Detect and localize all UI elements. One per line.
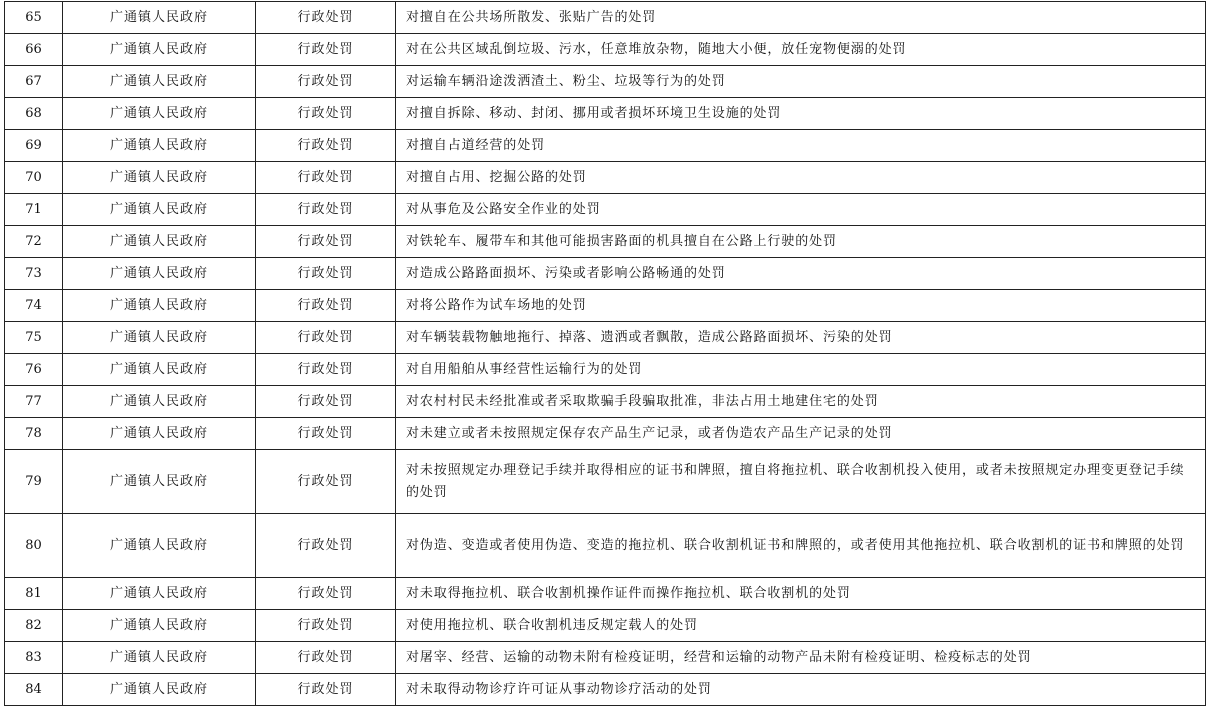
row-number: 75 [5, 322, 63, 354]
table-row [5, 194, 1206, 226]
item-name: 对擅自占用、挖掘公路的处罚 [396, 162, 1206, 194]
table-row [5, 98, 1206, 130]
item-name: 对擅自占道经营的处罚 [396, 130, 1206, 162]
table-row [5, 34, 1206, 66]
row-number: 84 [5, 674, 63, 706]
table-row [5, 610, 1206, 642]
power-type: 行政处罚 [256, 162, 396, 194]
table-row [5, 450, 1206, 514]
implementing-unit: 广通镇人民政府 [63, 34, 256, 66]
item-name: 对擅自拆除、移动、封闭、挪用或者损坏环境卫生设施的处罚 [396, 98, 1206, 130]
implementing-unit: 广通镇人民政府 [63, 66, 256, 98]
power-type: 行政处罚 [256, 2, 396, 34]
power-type: 行政处罚 [256, 290, 396, 322]
item-name: 对造成公路路面损坏、污染或者影响公路畅通的处罚 [396, 258, 1206, 290]
table-row [5, 2, 1206, 34]
item-name: 对运输车辆沿途泼洒渣土、粉尘、垃圾等行为的处罚 [396, 66, 1206, 98]
power-type: 行政处罚 [256, 610, 396, 642]
implementing-unit: 广通镇人民政府 [63, 226, 256, 258]
row-number: 80 [5, 514, 63, 578]
row-number: 81 [5, 578, 63, 610]
implementing-unit: 广通镇人民政府 [63, 322, 256, 354]
table-row [5, 258, 1206, 290]
implementing-unit: 广通镇人民政府 [63, 290, 256, 322]
implementing-unit: 广通镇人民政府 [63, 674, 256, 706]
implementing-unit: 广通镇人民政府 [63, 386, 256, 418]
power-type: 行政处罚 [256, 578, 396, 610]
implementing-unit: 广通镇人民政府 [63, 194, 256, 226]
row-number: 73 [5, 258, 63, 290]
row-number: 67 [5, 66, 63, 98]
implementing-unit: 广通镇人民政府 [63, 98, 256, 130]
item-name: 对将公路作为试车场地的处罚 [396, 290, 1206, 322]
table-row [5, 130, 1206, 162]
table-row [5, 578, 1206, 610]
implementing-unit: 广通镇人民政府 [63, 258, 256, 290]
item-name: 对从事危及公路安全作业的处罚 [396, 194, 1206, 226]
row-number: 70 [5, 162, 63, 194]
penalty-items-table [4, 1, 1206, 706]
power-type: 行政处罚 [256, 66, 396, 98]
implementing-unit: 广通镇人民政府 [63, 642, 256, 674]
implementing-unit: 广通镇人民政府 [63, 354, 256, 386]
item-name: 对使用拖拉机、联合收割机违反规定载人的处罚 [396, 610, 1206, 642]
power-type: 行政处罚 [256, 130, 396, 162]
row-number: 65 [5, 2, 63, 34]
row-number: 69 [5, 130, 63, 162]
power-type: 行政处罚 [256, 98, 396, 130]
power-type: 行政处罚 [256, 418, 396, 450]
table-row [5, 322, 1206, 354]
row-number: 79 [5, 450, 63, 514]
row-number: 71 [5, 194, 63, 226]
power-type: 行政处罚 [256, 514, 396, 578]
row-number: 66 [5, 34, 63, 66]
item-name: 对在公共区域乱倒垃圾、污水，任意堆放杂物，随地大小便，放任宠物便溺的处罚 [396, 34, 1206, 66]
implementing-unit: 广通镇人民政府 [63, 514, 256, 578]
table-row [5, 354, 1206, 386]
power-type: 行政处罚 [256, 34, 396, 66]
table-row [5, 162, 1206, 194]
implementing-unit: 广通镇人民政府 [63, 162, 256, 194]
row-number: 77 [5, 386, 63, 418]
table-body [5, 2, 1206, 706]
implementing-unit: 广通镇人民政府 [63, 578, 256, 610]
table-row [5, 418, 1206, 450]
power-type: 行政处罚 [256, 194, 396, 226]
implementing-unit: 广通镇人民政府 [63, 450, 256, 514]
power-type: 行政处罚 [256, 226, 396, 258]
item-name: 对自用船舶从事经营性运输行为的处罚 [396, 354, 1206, 386]
implementing-unit: 广通镇人民政府 [63, 418, 256, 450]
row-number: 78 [5, 418, 63, 450]
item-name: 对屠宰、经营、运输的动物未附有检疫证明，经营和运输的动物产品未附有检疫证明、检疫标志的处罚 [396, 642, 1206, 674]
power-type: 行政处罚 [256, 322, 396, 354]
row-number: 76 [5, 354, 63, 386]
implementing-unit: 广通镇人民政府 [63, 130, 256, 162]
item-name: 对未取得动物诊疗许可证从事动物诊疗活动的处罚 [396, 674, 1206, 706]
item-name: 对铁轮车、履带车和其他可能损害路面的机具擅自在公路上行驶的处罚 [396, 226, 1206, 258]
power-type: 行政处罚 [256, 450, 396, 514]
power-type: 行政处罚 [256, 642, 396, 674]
item-name: 对未按照规定办理登记手续并取得相应的证书和牌照，擅自将拖拉机、联合收割机投入使用，或者未按照规定办理变更登记手续的处罚 [396, 450, 1206, 514]
item-name: 对伪造、变造或者使用伪造、变造的拖拉机、联合收割机证书和牌照的，或者使用其他拖拉机、联合收割机的证书和牌照的处罚 [396, 514, 1206, 578]
implementing-unit: 广通镇人民政府 [63, 610, 256, 642]
item-name: 对车辆装载物触地拖行、掉落、遗洒或者飘散，造成公路路面损坏、污染的处罚 [396, 322, 1206, 354]
row-number: 68 [5, 98, 63, 130]
item-name: 对农村村民未经批准或者采取欺骗手段骗取批准，非法占用土地建住宅的处罚 [396, 386, 1206, 418]
power-type: 行政处罚 [256, 354, 396, 386]
table-row [5, 66, 1206, 98]
row-number: 74 [5, 290, 63, 322]
implementing-unit: 广通镇人民政府 [63, 2, 256, 34]
item-name: 对擅自在公共场所散发、张贴广告的处罚 [396, 2, 1206, 34]
power-type: 行政处罚 [256, 674, 396, 706]
row-number: 82 [5, 610, 63, 642]
item-name: 对未取得拖拉机、联合收割机操作证件而操作拖拉机、联合收割机的处罚 [396, 578, 1206, 610]
row-number: 72 [5, 226, 63, 258]
power-type: 行政处罚 [256, 258, 396, 290]
table-row [5, 290, 1206, 322]
row-number: 83 [5, 642, 63, 674]
table-row [5, 674, 1206, 706]
table-row [5, 386, 1206, 418]
table-row [5, 226, 1206, 258]
table-row [5, 642, 1206, 674]
item-name: 对未建立或者未按照规定保存农产品生产记录，或者伪造农产品生产记录的处罚 [396, 418, 1206, 450]
power-type: 行政处罚 [256, 386, 396, 418]
table-row [5, 514, 1206, 578]
